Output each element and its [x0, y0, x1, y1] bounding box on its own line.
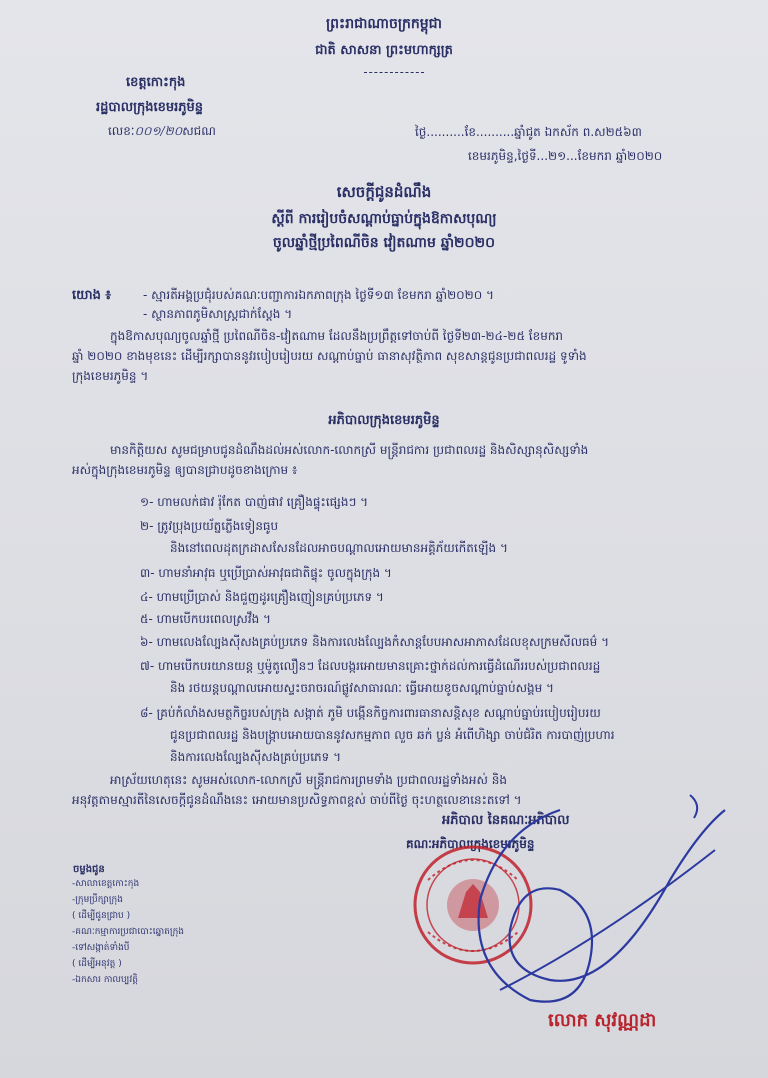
- cc-item: ( ដើម្បីអនុវត្ត ): [72, 959, 122, 969]
- document-subject-line2: ចូលឆ្នាំថ្មីប្រពៃណីចិន វៀតណាម ឆ្នាំ២០២០: [272, 235, 496, 251]
- rule-item-continuation: និង រថយន្តបណ្តាលអោយស្ទះចរាចរណ៍ផ្លូវសាធារណៈ ធ្វើអោយខូចសណ្តាប់ធ្នាប់សង្គម ។: [170, 681, 554, 695]
- ref-prefix: លេខៈ: [108, 124, 135, 138]
- reference-item: - ស្មារតីអង្គប្រជុំរបស់គណៈបញ្ជាការឯកភាពក្រុង ថ្ងៃទី១៣ ខែមករា ឆ្នាំ២០២០ ។: [143, 288, 494, 302]
- reference-label: យោង ៖: [72, 288, 112, 303]
- rule-item-continuation: និងការលេងល្បែងស៊ីសងគ្រប់ប្រភេទ ។: [170, 750, 341, 764]
- rule-item-continuation: និងនៅពេលដុតក្រដាសសែនដែលអាចបណ្តាលអោយមានអគ្គិភ័យកើតឡើង ។: [170, 541, 508, 555]
- rule-item: ៥- ហាមបើកបរពេលស្រវឹង ។: [140, 612, 271, 626]
- closing-line: អនុវត្តតាមស្មារតីនៃសេចក្តីជូនដំណឹងនេះ អោយមានប្រសិទ្ធភាពខ្ពស់ ចាប់ពីថ្ងៃ ចុះហត្ថលេខានេះតទៅ ។: [72, 793, 522, 807]
- province-name: ខេត្តកោះកុង: [126, 75, 186, 90]
- notice-line: មានកិត្តិយស សូមជម្រាបជូនដំណឹងដល់អស់លោក-លោកស្រី មន្ត្រីរាជការ ប្រជាពលរដ្ឋ និងសិស្សានុសិស្សទាំង: [110, 443, 589, 457]
- issue-date: ខេមរភូមិន្ទ,ថ្ងៃទី...២១...ខែមករា ឆ្នាំ២០២០: [468, 149, 663, 163]
- cc-item: -ក្រុមប្រឹក្សាក្រុង: [72, 895, 123, 905]
- city-hall-name: រដ្ឋបាលក្រុងខេមរភូមិន្ទ: [96, 100, 204, 115]
- lunar-date: ថ្ងៃ..........ខែ..........ឆ្នាំជូត ឯកស័ក ព.ស២៥៦៣: [415, 125, 642, 139]
- notice-line: អស់ក្នុងក្រុងខេមរភូមិន្ទ ឲ្យបានជ្រាបដូចខាងក្រោម ៖: [72, 463, 298, 477]
- cc-item: -ទៅសង្កាត់ទាំងបី: [72, 943, 130, 953]
- rule-item: ១- ហាមលក់ផាវ រ៉ុកែត បាញ់ផាវ គ្រឿងផ្ទុះផ្សេងៗ ។: [140, 495, 369, 509]
- intro-line: ក្នុងឱកាសបុណ្យចូលឆ្នាំថ្មី ប្រពៃណីចិន-វៀតណាម ដែលនឹងប្រព្រឹត្តទៅចាប់ពី ថ្ងៃទី២៣-២៤-២៥ ខែមករា: [110, 329, 564, 343]
- ref-handwritten-number: ០០១/២០: [134, 124, 183, 138]
- signature-office: គណៈអភិបាលក្រុងខេមរភូមិន្ទ: [406, 837, 535, 851]
- rule-item: ៤- ហាមប្រើប្រាស់ និងជួញដូរគ្រឿងញៀនគ្រប់ប្រភេទ ។: [140, 590, 384, 604]
- rule-item: ៧- ហាមបើកបរយានយន្ត ឬម៉ូតូលឿនៗ ដែលបង្ករអោយមានគ្រោះថ្នាក់ដល់ការធ្វើដំណើររបស់ប្រជាពលរដ្ឋ: [140, 659, 601, 673]
- signature-title: អភិបាល នៃគណៈអភិបាល: [442, 813, 570, 828]
- document-subject: ស្តីពី ការរៀបចំសណ្តាប់ធ្នាប់ក្នុងឱកាសបុណ្យ: [271, 211, 497, 227]
- signer-name: លោក សុវណ្ណដា: [548, 1010, 657, 1031]
- national-motto: ជាតិ សាសនា ព្រះមហាក្សត្រ: [315, 43, 453, 58]
- closing-line: អាស្រ័យហេតុនេះ សូមអស់លោក-លោកស្រី មន្ត្រីរាជការព្រមទាំង ប្រជាពលរដ្ឋទាំងអស់ និង: [110, 773, 507, 787]
- cc-heading: ចម្លងជូន: [73, 864, 105, 875]
- reference-number: [108, 123, 216, 141]
- rule-item: ៨- គ្រប់កំលាំងសមត្ថកិច្ចរបស់ក្រុង សង្កាត់ ភូមិ បង្កើនកិច្ចការពារធានាសន្តិសុខ សណ្តាប់ធ្នាប់របៀបរៀបរយ: [140, 706, 601, 720]
- handwritten-signature: [440, 790, 730, 1020]
- kingdom-heading: ព្រះរាជាណាចក្រកម្ពុជា: [325, 16, 442, 32]
- intro-line: ក្រុងខេមរភូមិន្ទ ។: [72, 369, 149, 383]
- ornament-divider: [364, 72, 424, 74]
- cc-item: ( ដើម្បីជូនជ្រាប ): [72, 911, 131, 921]
- document-title: សេចក្តីជូនដំណឹង: [336, 183, 432, 201]
- ref-suffix: សជណ: [182, 124, 216, 138]
- cc-item: -ឯកសារ កាលប្បវត្តិ: [72, 975, 138, 985]
- rule-item-continuation: ជូនប្រជាពលរដ្ឋ និងបង្រ្កាបអោយបាននូវសកម្មភាព លួច ឆក់ ប្លន់ អំពើហិង្សា ចាប់ជំរិត ការបាញ់ប្រហារ: [170, 728, 615, 742]
- rule-item: ៦- ហាមលេងល្បែងស៊ីសងគ្រប់ប្រភេទ និងការលេងល្បែងកំសាន្តបែបអាសអាភាសដែលខុសក្រមសីលធម៌ ។: [140, 635, 609, 649]
- governor-heading: អភិបាលក្រុងខេមរភូមិន្ទ: [328, 413, 440, 428]
- cc-item: -គណៈកម្មាការប្រជាបោះឆ្នោតក្រុង: [72, 927, 184, 937]
- rule-item: ៣- ហាមនាំអាវុធ ឬប្រើប្រាស់អាវុធជាតិផ្ទុះ ចូលក្នុងក្រុង ។: [140, 566, 392, 580]
- rule-item: ២- ត្រូវប្រុងប្រយ័ត្នភ្លើងទៀនធូប: [140, 519, 279, 533]
- cc-item: -សាលាខេត្តកោះកុង: [72, 879, 140, 889]
- intro-line: ឆ្នាំ ២០២០ ខាងមុខនេះ ដើម្បីរក្សាបាននូវរបៀបរៀបរយ សណ្តាប់ធ្នាប់ ធានាសុវត្ថិភាព សុខសាន្តជូនប្រជាពលរដ្ឋ ទូទាំង: [72, 349, 587, 363]
- reference-item: - ស្ថានភាពភូមិសាស្ត្រជាក់ស្តែង ។: [143, 307, 293, 321]
